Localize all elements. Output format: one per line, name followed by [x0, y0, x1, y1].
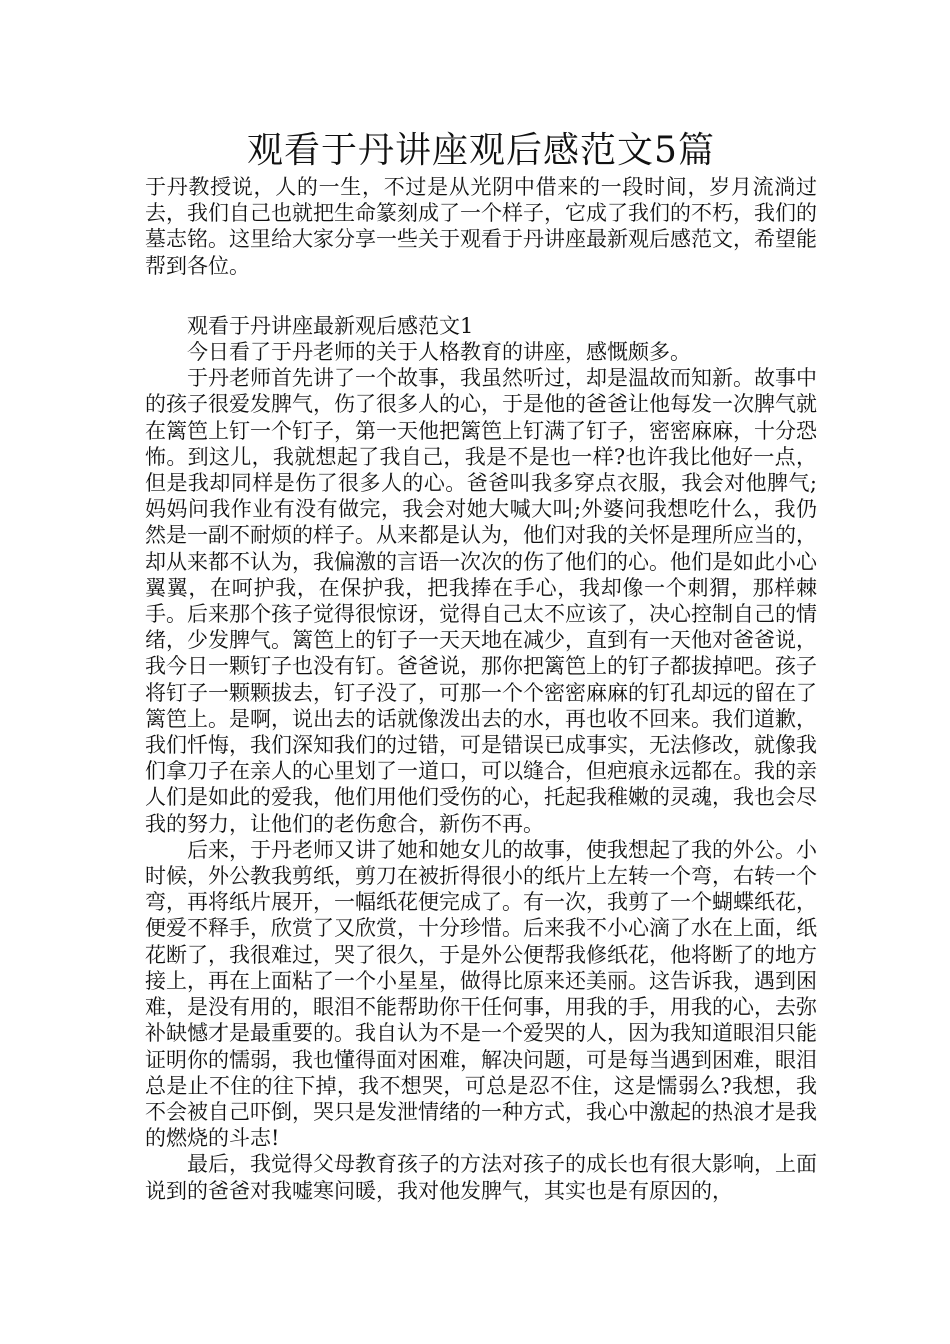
body-paragraph: 今日看了于丹老师的关于人格教育的讲座，感慨颇多。: [187, 340, 691, 365]
body-paragraph: 于丹老师首先讲了一个故事，我虽然听过，却是温故而知新。故事中的孩子很爱发脾气，伤了很多人的心，于是他的爸爸让他每发一次脾气就在篱笆上钉一个钉子，第一天他把篱笆上钉满了钉子，密密麻麻，十分恐怖。到这儿，我就想起了我自己，我是不是也一样?也许我比他好一点，但是我却同样是伤了很多人的心。爸爸叫我多穿点衣服，我会对他脾气;妈妈问我作业有没有做完，我会对她大喊大叫;外婆问我想吃什么，我仍然是一副不耐烦的样子。从来都是认为，他们对我的关怀是理所应当的，却从来都不认为，我偏激的言语一次次的伤了他们的心。他们是如此小心翼翼，在呵护我，在保护我，把我捧在手心，我却像一个刺猬，那样棘手。后来那个孩子觉得很惊讶，觉得自己太不应该了，决心控制自己的情绪，少发脾气。篱笆上的钉子一天天地在减少，直到有一天他对爸爸说，我今日一颗钉子也没有钉。爸爸说，那你把篱笆上的钉子都拔掉吧。孩子将钉子一颗颗拔去，钉子没了，可那一个个密密麻麻的钉孔却远的留在了篱笆上。是啊，说出去的话就像泼出去的水，再也收不回来。我们道歉，我们忏悔，我们深知我们的过错，可是错误已成事实，无法修改，就像我们拿刀子在亲人的心里划了一道口，可以缝合，但疤痕永远都在。我的亲人们是如此的爱我，他们用他们受伤的心，托起我稚嫩的灵魂，我也会尽我的努力，让他们的老伤愈合，新伤不再。: [145, 366, 817, 836]
body-paragraph: 最后，我觉得父母教育孩子的方法对孩子的成长也有很大影响，上面说到的爸爸对我嘘寒问暖，我对他发脾气，其实也是有原因的，: [145, 1152, 817, 1203]
section-spacer: [145, 279, 817, 313]
document-page: [145, 128, 817, 1204]
section-heading: 观看于丹讲座最新观后感范文1: [187, 313, 474, 338]
document-title: 观看于丹讲座观后感范文5篇: [247, 130, 715, 171]
body-paragraph: 后来，于丹老师又讲了她和她女儿的故事，使我想起了我的外公。小时候，外公教我剪纸，剪刀在被折得很小的纸片上左转一个弯，右转一个弯，再将纸片展开，一幅纸花便完成了。有一次，我剪了一个蝴蝶纸花，便爱不释手，欣赏了又欣赏，十分珍惜。后来我不小心滴了水在上面，纸花断了，我很难过，哭了很久，于是外公便帮我修纸花，他将断了的地方接上，再在上面粘了一个小星星，做得比原来还美丽。这告诉我，遇到困难，是没有用的，眼泪不能帮助你干任何事，用我的手，用我的心，去弥补缺憾才是最重要的。我自认为不是一个爱哭的人，因为我知道眼泪只能证明你的懦弱，我也懂得面对困难，解决问题，可是每当遇到困难，眼泪总是止不住的往下掉，我不想哭，可总是忍不住，这是懦弱么?我想，我不会被自己吓倒，哭只是发泄情绪的一种方式，我心中激起的热浪才是我的燃烧的斗志!: [145, 837, 817, 1151]
intro-paragraph: 于丹教授说，人的一生，不过是从光阴中借来的一段时间，岁月流淌过去，我们自己也就把生命篆刻成了一个样子，它成了我们的不朽，我们的墓志铭。这里给大家分享一些关于观看于丹讲座最新观后感范文，希望能帮到各位。: [145, 175, 817, 278]
